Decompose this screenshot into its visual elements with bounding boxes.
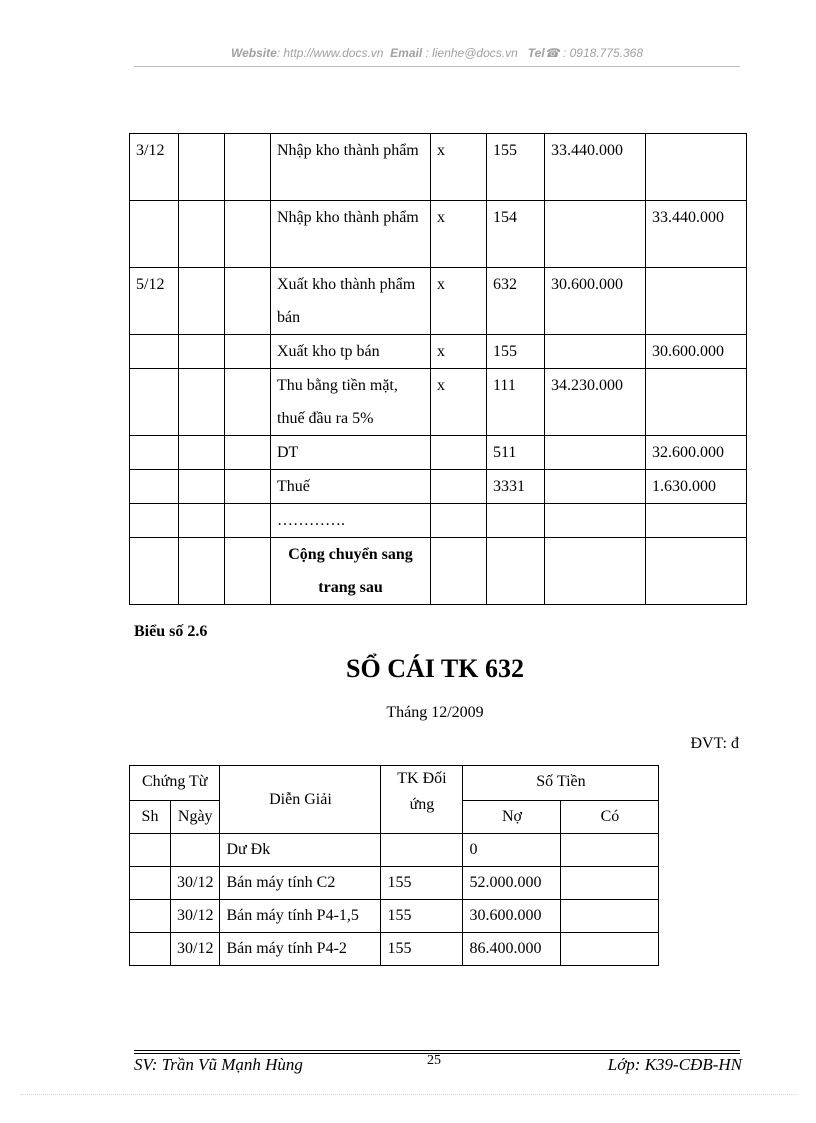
mark-cell: [431, 470, 487, 504]
empty-cell: [225, 335, 271, 369]
empty-cell: [179, 201, 225, 268]
ledger-header-row: [130, 766, 659, 801]
credit-cell: [646, 504, 747, 538]
account-cell: [487, 504, 545, 538]
tk-cell: 155: [381, 867, 463, 900]
credit-cell: 32.600.000: [646, 436, 747, 470]
table-row: [130, 900, 659, 933]
header-tk-doi-ung: TK Đối ứng: [381, 766, 463, 834]
tel-label: Tel: [527, 46, 545, 60]
header-co: Có: [561, 801, 659, 834]
no-cell: 86.400.000: [463, 933, 561, 966]
description-cell: Xuất kho thành phẩm bán: [271, 268, 431, 335]
mark-cell: x: [431, 369, 487, 436]
description-cell: Thuế: [271, 470, 431, 504]
debit-cell: 33.440.000: [545, 134, 646, 201]
sh-cell: [130, 900, 171, 933]
empty-cell: [225, 504, 271, 538]
table-row: [130, 470, 747, 504]
credit-cell: 33.440.000: [646, 201, 747, 268]
empty-cell: [225, 134, 271, 201]
table-row: [130, 867, 659, 900]
table-row: [130, 268, 747, 335]
empty-cell: [225, 268, 271, 335]
mark-cell: [431, 538, 487, 605]
debit-cell: [545, 335, 646, 369]
date-cell: [130, 436, 179, 470]
mark-cell: x: [431, 335, 487, 369]
credit-cell: 1.630.000: [646, 470, 747, 504]
date-cell: [130, 335, 179, 369]
footer-divider: [134, 1050, 740, 1051]
date-cell: [130, 538, 179, 605]
date-cell: 5/12: [130, 268, 179, 335]
description-cell: Thu bằng tiền mặt, thuế đầu ra 5%: [271, 369, 431, 436]
table-row-total: [130, 538, 747, 605]
co-cell: [561, 933, 659, 966]
date-cell: [130, 504, 179, 538]
dien-giai-cell: Bán máy tính P4-2: [220, 933, 381, 966]
tk-cell: [381, 834, 463, 867]
header-dien-giai: Diễn Giải: [220, 766, 381, 834]
sh-cell: [130, 933, 171, 966]
sh-cell: [130, 867, 171, 900]
page-edge-divider: [20, 1094, 796, 1095]
date-cell: 3/12: [130, 134, 179, 201]
debit-cell: [545, 504, 646, 538]
tk-cell: 155: [381, 900, 463, 933]
debit-cell: 34.230.000: [545, 369, 646, 436]
credit-cell: [646, 268, 747, 335]
empty-cell: [179, 470, 225, 504]
page-header: [134, 46, 740, 60]
empty-cell: [225, 538, 271, 605]
email-value: : lienhe@docs.vn: [425, 46, 518, 60]
description-cell: ………….: [271, 504, 431, 538]
empty-cell: [225, 436, 271, 470]
empty-cell: [225, 201, 271, 268]
dien-giai-cell: Bán máy tính P4-1,5: [220, 900, 381, 933]
figure-label: Biểu số 2.6: [134, 623, 208, 640]
ngay-cell: 30/12: [171, 933, 220, 966]
account-cell: [487, 538, 545, 605]
debit-cell: [545, 470, 646, 504]
footer-class: Lớp: K39-CĐB-HN: [607, 1055, 742, 1074]
account-cell: 3331: [487, 470, 545, 504]
mark-cell: x: [431, 134, 487, 201]
credit-cell: [646, 134, 747, 201]
header-ngay: Ngày: [171, 801, 220, 834]
empty-cell: [225, 369, 271, 436]
debit-cell: [545, 201, 646, 268]
website-value: : http://www.docs.vn: [276, 46, 384, 60]
mark-cell: [431, 436, 487, 470]
table-row: [130, 504, 747, 538]
co-cell: [561, 900, 659, 933]
empty-cell: [179, 504, 225, 538]
empty-cell: [225, 470, 271, 504]
account-cell: 632: [487, 268, 545, 335]
debit-cell: [545, 538, 646, 605]
empty-cell: [179, 538, 225, 605]
website-label: Website: [230, 46, 277, 60]
unit-label: ĐVT: đ: [690, 735, 739, 752]
table-row: [130, 436, 747, 470]
empty-cell: [179, 268, 225, 335]
table-row: [130, 369, 747, 436]
date-cell: [130, 470, 179, 504]
no-cell: 30.600.000: [463, 900, 561, 933]
ngay-cell: 30/12: [171, 900, 220, 933]
journal-table: [129, 133, 747, 605]
description-cell: Nhập kho thành phẩm: [271, 134, 431, 201]
tk-cell: 155: [381, 933, 463, 966]
mark-cell: [431, 504, 487, 538]
empty-cell: [179, 436, 225, 470]
description-cell: DT: [271, 436, 431, 470]
carry-forward-label: Cộng chuyển sang trang sau: [271, 538, 431, 605]
account-cell: 155: [487, 335, 545, 369]
table-row: [130, 933, 659, 966]
date-cell: [130, 201, 179, 268]
debit-cell: 30.600.000: [545, 268, 646, 335]
header-no: Nợ: [463, 801, 561, 834]
header-chung-tu: Chứng Từ: [130, 766, 220, 801]
co-cell: [561, 867, 659, 900]
mark-cell: x: [431, 268, 487, 335]
description-cell: Nhập kho thành phẩm: [271, 201, 431, 268]
no-cell: 52.000.000: [463, 867, 561, 900]
header-sh: Sh: [130, 801, 171, 834]
account-cell: 155: [487, 134, 545, 201]
footer-student: SV: Trần Vũ Mạnh Hùng: [134, 1055, 303, 1074]
ledger-table: [129, 765, 659, 966]
page-number: 25: [427, 1053, 441, 1068]
sh-cell: [130, 834, 171, 867]
email-label: Email: [390, 46, 423, 60]
dien-giai-cell: Bán máy tính C2: [220, 867, 381, 900]
credit-cell: [646, 538, 747, 605]
table-row: [130, 134, 747, 201]
empty-cell: [179, 335, 225, 369]
account-cell: 111: [487, 369, 545, 436]
empty-cell: [179, 134, 225, 201]
credit-cell: [646, 369, 747, 436]
no-cell: 0: [463, 834, 561, 867]
tel-value: ☎ : 0918.775.368: [544, 46, 644, 60]
ledger-title: SỔ CÁI TK 632: [346, 654, 524, 683]
co-cell: [561, 834, 659, 867]
credit-cell: 30.600.000: [646, 335, 747, 369]
table-row: [130, 834, 659, 867]
ledger-month: Tháng 12/2009: [386, 704, 484, 721]
dien-giai-cell: Dư Đk: [220, 834, 381, 867]
account-cell: 154: [487, 201, 545, 268]
ngay-cell: 30/12: [171, 867, 220, 900]
debit-cell: [545, 436, 646, 470]
mark-cell: x: [431, 201, 487, 268]
description-cell: Xuất kho tp bán: [271, 335, 431, 369]
ngay-cell: [171, 834, 220, 867]
table-row: [130, 335, 747, 369]
header-divider: [134, 66, 740, 67]
table-row: [130, 201, 747, 268]
date-cell: [130, 369, 179, 436]
empty-cell: [179, 369, 225, 436]
account-cell: 511: [487, 436, 545, 470]
header-so-tien: Số Tiền: [463, 766, 659, 801]
